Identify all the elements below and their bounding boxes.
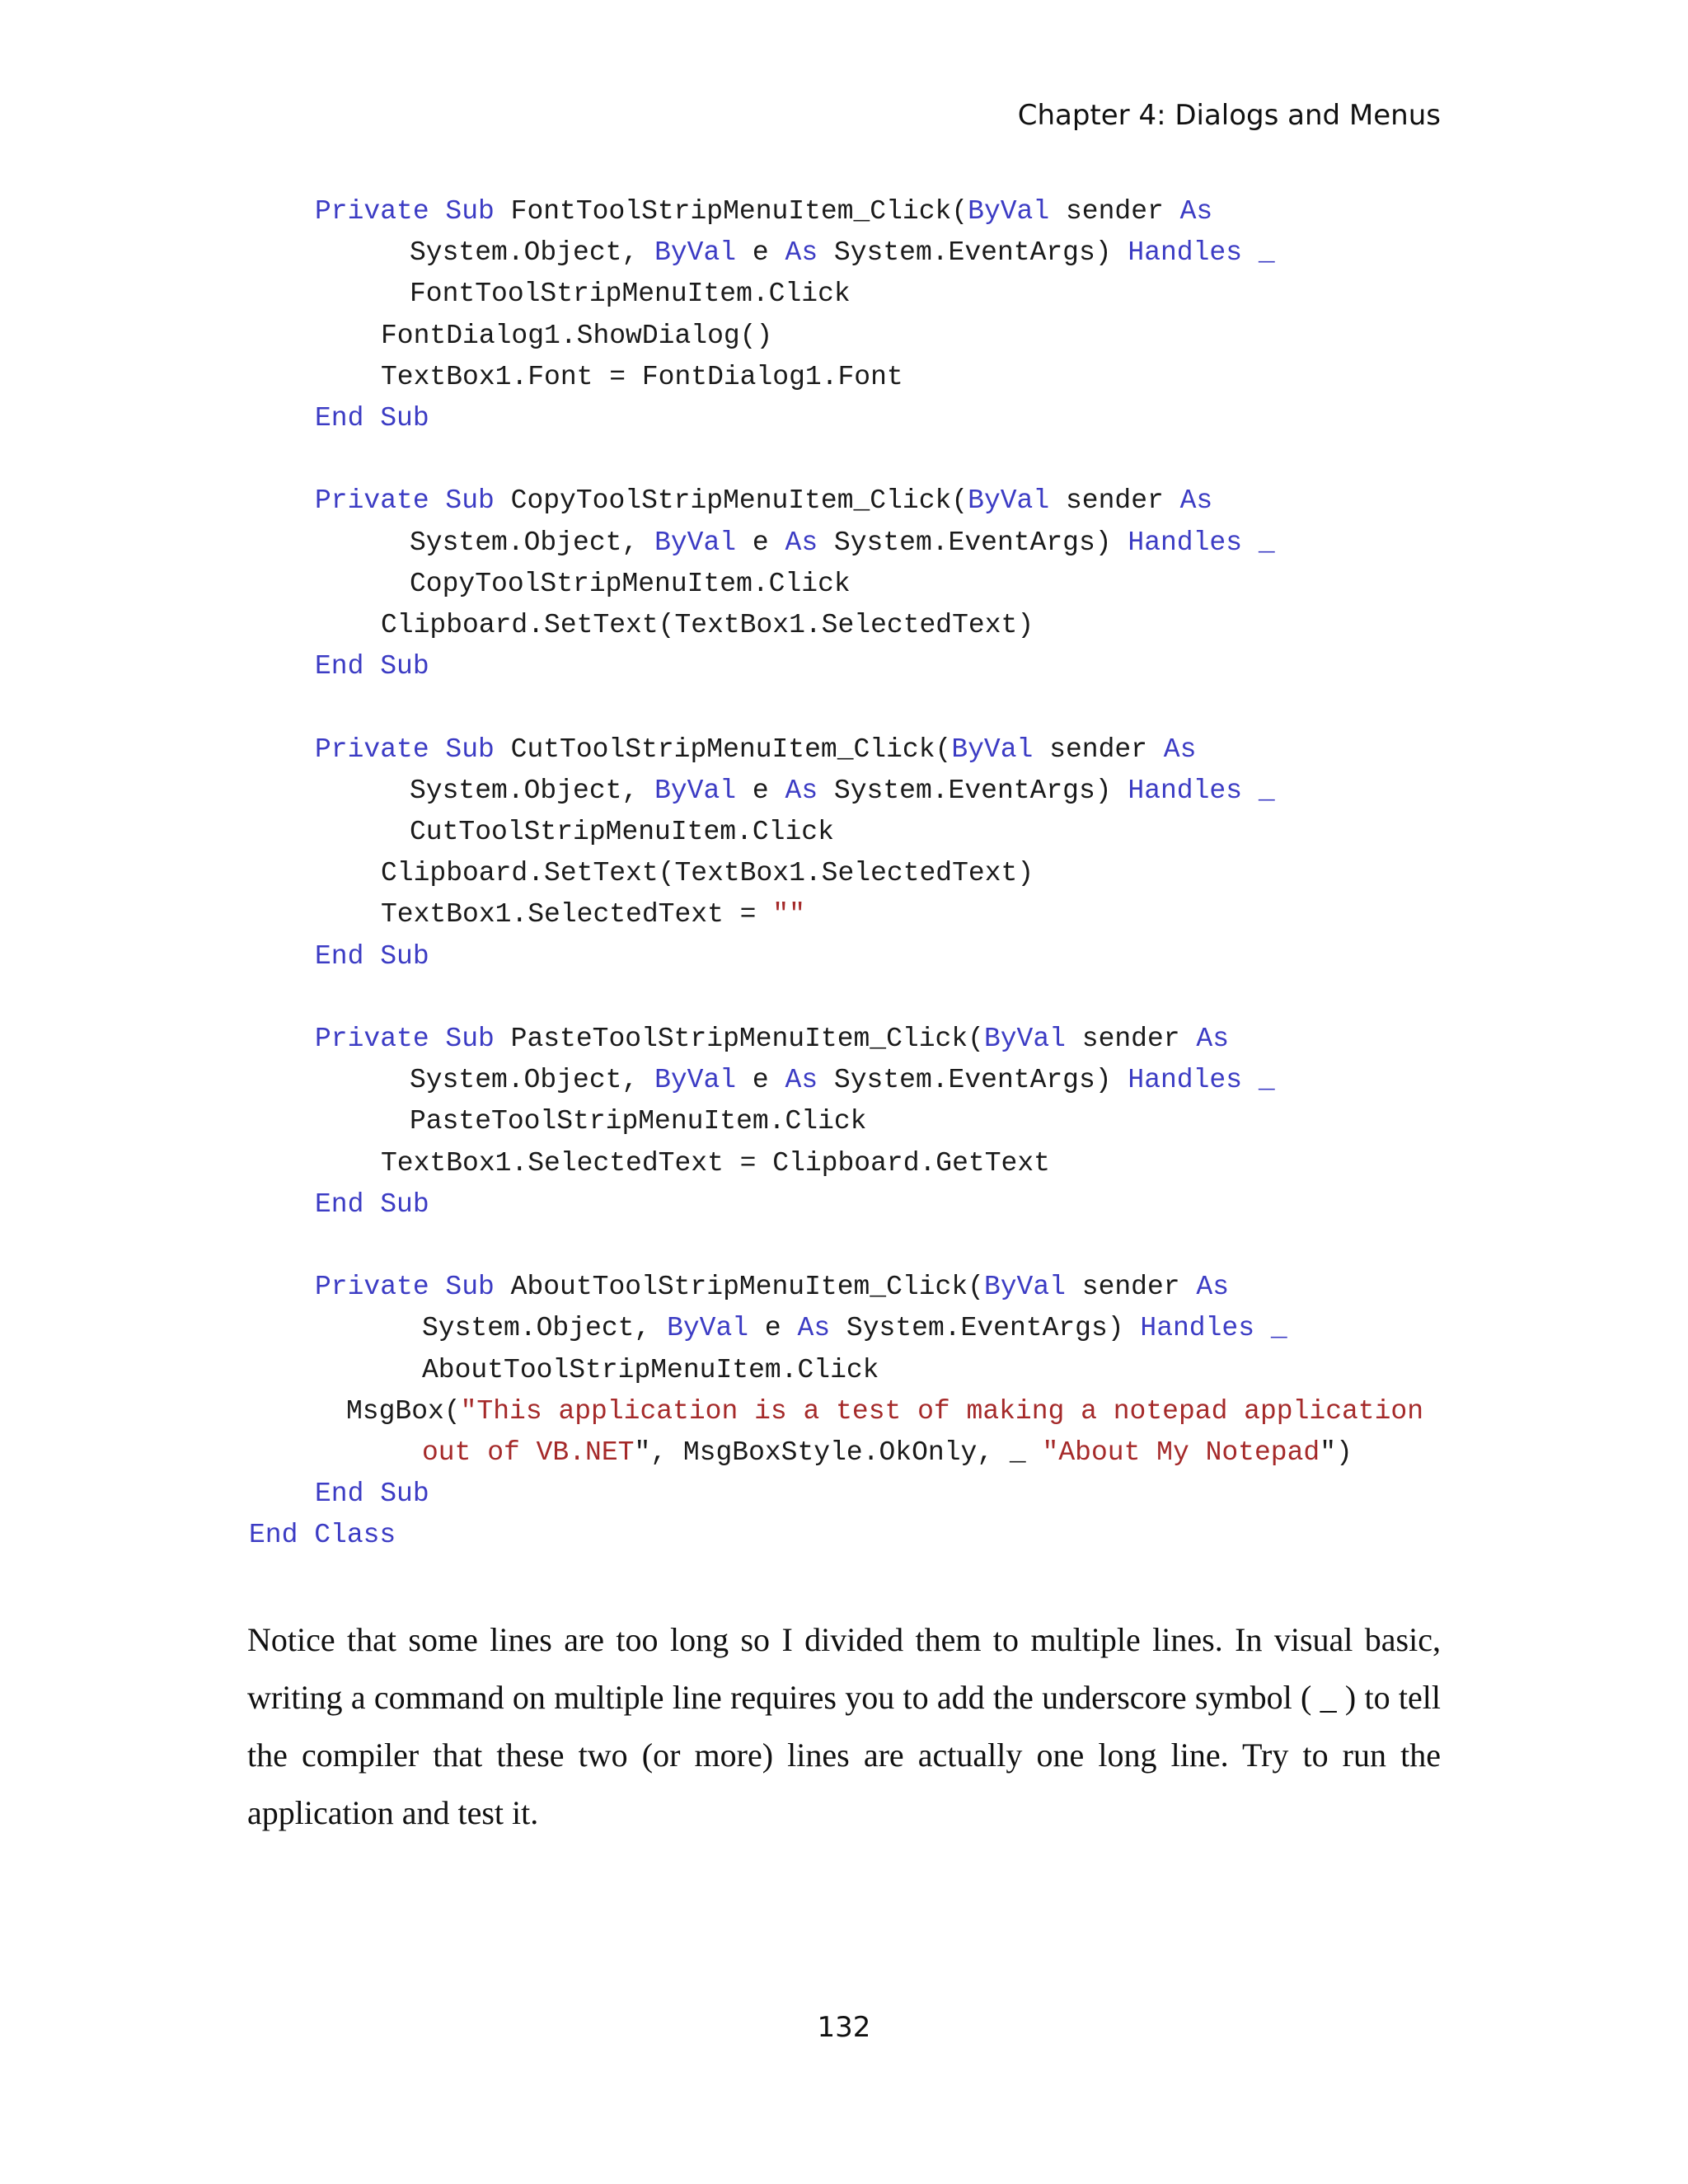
code-text: e: [736, 1065, 785, 1096]
code-string: "About My Notepad: [1042, 1437, 1320, 1468]
code-text: sender: [1065, 1272, 1197, 1303]
code-keyword: As: [1163, 733, 1197, 765]
code-text: sender: [1049, 485, 1180, 517]
code-text: System.EventArgs): [818, 237, 1128, 269]
code-keyword: Handles _: [1128, 1065, 1275, 1096]
code-line: [381, 605, 1034, 646]
code-text: e: [736, 775, 785, 806]
running-header: Chapter 4: Dialogs and Menus: [1017, 99, 1441, 132]
code-line: [315, 191, 1212, 232]
code-keyword: End Sub: [315, 940, 429, 972]
code-keyword: As: [1179, 485, 1213, 517]
code-keyword: End Class: [249, 1520, 396, 1551]
code-text: System.EventArgs): [818, 527, 1128, 558]
code-text: TextBox1.SelectedText = Clipboard.GetText: [381, 1147, 1050, 1179]
code-line: [315, 646, 429, 687]
code-keyword: As: [785, 237, 818, 269]
code-text: System.EventArgs): [818, 775, 1128, 806]
code-line: [422, 1432, 1353, 1474]
code-text: FontToolStripMenuItem_Click(: [510, 196, 968, 227]
code-text: TextBox1.SelectedText =: [381, 899, 773, 930]
code-keyword: Handles _: [1128, 237, 1275, 269]
code-line: [410, 1101, 867, 1142]
code-text: Clipboard.SetText(TextBox1.SelectedText): [381, 858, 1034, 889]
code-text: PasteToolStripMenuItem_Click(: [510, 1024, 984, 1054]
code-keyword: As: [1179, 196, 1213, 227]
code-line: [315, 1474, 429, 1515]
code-line: [410, 1060, 1275, 1101]
code-keyword: As: [797, 1313, 831, 1344]
code-keyword: Private Sub: [315, 1024, 511, 1054]
code-text: CutToolStripMenuItem.Click: [410, 817, 834, 847]
code-text: e: [736, 527, 785, 558]
code-line: [315, 1019, 1229, 1060]
code-line: [410, 232, 1275, 274]
code-keyword: As: [1196, 1272, 1230, 1303]
code-line: [410, 274, 851, 315]
code-keyword: ByVal: [968, 196, 1050, 227]
code-line: [381, 853, 1034, 894]
code-keyword: End Sub: [315, 1188, 429, 1220]
code-keyword: ByVal: [667, 1313, 749, 1344]
code-text: TextBox1.Font = FontDialog1.Font: [381, 361, 903, 392]
code-line: [381, 357, 903, 398]
code-text: CopyToolStripMenuItem_Click(: [510, 485, 968, 517]
code-line: [346, 1391, 1423, 1432]
code-line: [410, 812, 834, 853]
code-keyword: ByVal: [951, 733, 1034, 765]
code-string: out of VB.NET: [422, 1437, 635, 1468]
code-text: System.EventArgs): [830, 1313, 1141, 1344]
code-text: AboutToolStripMenuItem.Click: [422, 1354, 879, 1385]
code-line: [315, 480, 1212, 522]
code-text: sender: [1065, 1024, 1197, 1054]
code-line: [381, 316, 772, 357]
code-text: System.Object,: [410, 237, 655, 269]
code-text: sender: [1033, 733, 1164, 765]
code-text: FontToolStripMenuItem.Click: [410, 279, 851, 310]
code-text: PasteToolStripMenuItem.Click: [410, 1106, 867, 1137]
code-keyword: As: [785, 775, 818, 806]
code-text: CutToolStripMenuItem_Click(: [510, 733, 952, 765]
code-keyword: Handles _: [1128, 775, 1275, 806]
code-keyword: ByVal: [654, 237, 737, 269]
code-line: [315, 1267, 1229, 1308]
code-text: FontDialog1.ShowDialog(): [381, 320, 773, 351]
code-text: ", MsgBoxStyle.OkOnly, _: [634, 1437, 1043, 1468]
code-keyword: ByVal: [968, 485, 1050, 517]
code-keyword: Private Sub: [315, 485, 511, 517]
code-keyword: As: [1196, 1024, 1230, 1054]
code-text: "): [1320, 1437, 1353, 1468]
code-text: sender: [1049, 196, 1180, 227]
code-line: [422, 1308, 1287, 1349]
code-line: [315, 1184, 429, 1226]
code-text: System.EventArgs): [818, 1065, 1128, 1096]
code-keyword: ByVal: [654, 1065, 737, 1096]
code-text: System.Object,: [410, 527, 655, 558]
code-string: "This application is a test of making a notepad application: [460, 1395, 1424, 1427]
code-line: [410, 523, 1275, 564]
code-text: CopyToolStripMenuItem.Click: [410, 568, 851, 599]
code-line: [410, 564, 851, 605]
code-line: [422, 1350, 879, 1391]
code-keyword: Handles _: [1128, 527, 1275, 558]
code-line: [315, 936, 429, 977]
code-keyword: ByVal: [983, 1272, 1066, 1303]
code-string: "": [772, 899, 805, 930]
code-keyword: As: [785, 527, 818, 558]
code-line: [410, 771, 1275, 812]
code-line: [315, 398, 429, 439]
code-line: [249, 1515, 396, 1556]
code-keyword: Handles _: [1140, 1313, 1287, 1344]
code-text: System.Object,: [422, 1313, 668, 1344]
code-text: System.Object,: [410, 775, 655, 806]
code-keyword: ByVal: [983, 1024, 1066, 1054]
code-keyword: End Sub: [315, 1479, 429, 1510]
page-number: 132: [817, 2011, 871, 2044]
code-keyword: ByVal: [654, 775, 737, 806]
code-text: AboutToolStripMenuItem_Click(: [510, 1272, 984, 1303]
code-text: System.Object,: [410, 1065, 655, 1096]
code-keyword: End Sub: [315, 651, 429, 682]
code-text: e: [736, 237, 785, 269]
code-keyword: ByVal: [654, 527, 737, 558]
code-line: [315, 729, 1196, 771]
code-text: MsgBox(: [346, 1395, 461, 1427]
code-text: e: [748, 1313, 798, 1344]
code-text: Clipboard.SetText(TextBox1.SelectedText): [381, 610, 1034, 640]
code-keyword: Private Sub: [315, 1272, 511, 1303]
body-paragraph: Notice that some lines are too long so I divided them to multiple lines. In visual basic, writing a command on multiple line requires you to add the underscore symbol ( _ ) to tell the compiler that these two (or more) lines are actually one long line. Try to run the application and test it.: [247, 1621, 1441, 1831]
code-keyword: Private Sub: [315, 196, 511, 227]
code-line: [381, 1143, 1050, 1184]
code-keyword: End Sub: [315, 403, 429, 434]
code-keyword: Private Sub: [315, 733, 511, 765]
code-line: [381, 894, 805, 935]
code-keyword: As: [785, 1065, 818, 1096]
